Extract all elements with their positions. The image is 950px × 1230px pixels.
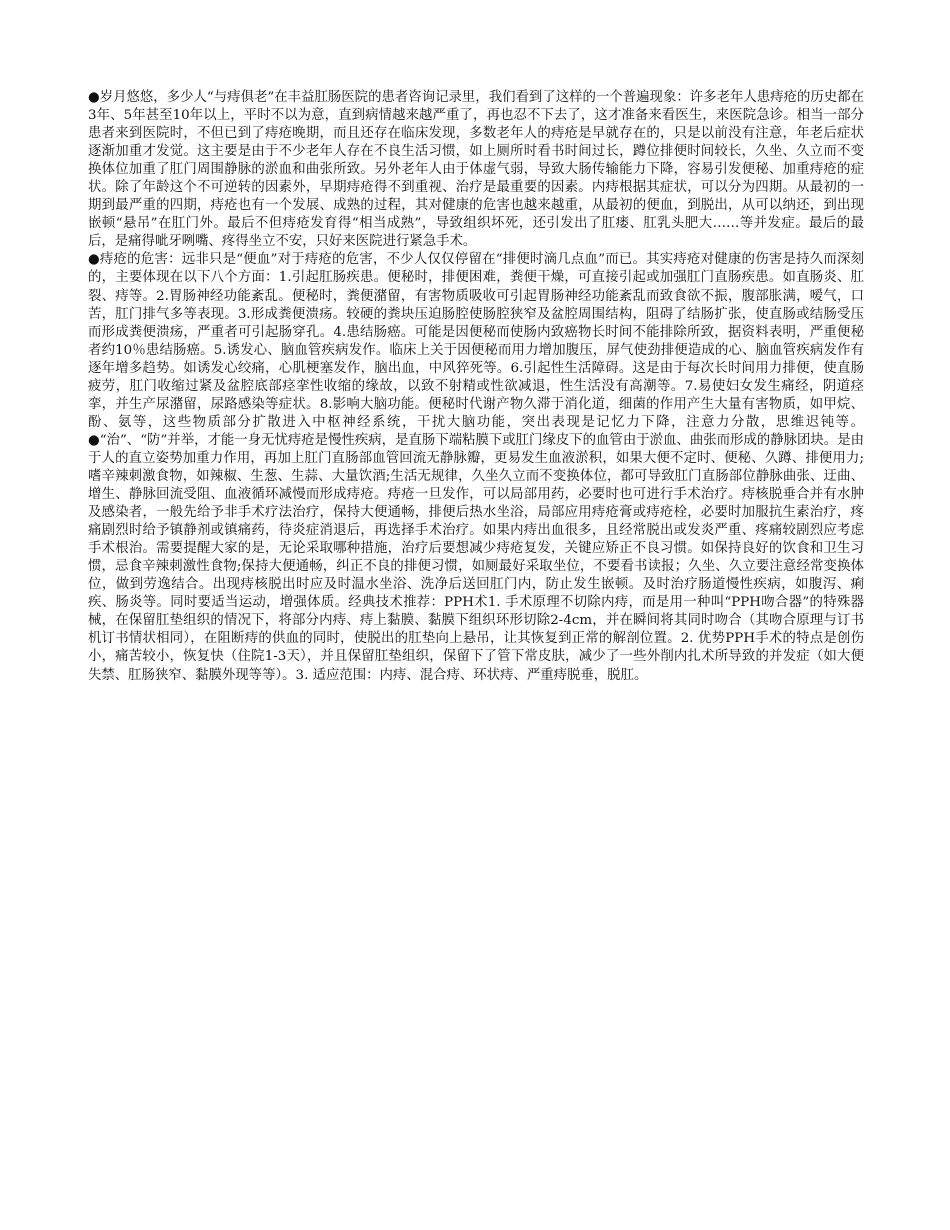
paragraph-hemorrhoid-harms-and-treatment: ●痔疮的危害：远非只是“便血”对于痔疮的危害，不少人仅仅停留在“排便时滴几点血”而已。其实痔疮对健康的伤害是持久而深刻的，主要体现在以下八个方面：1.引起肛肠疾患。便秘时，排便困难，粪便干燥，可直接引起或加强肛门直肠疾患。如直肠炎、肛裂、痔等。2.胃肠神经功能紊乱。便秘时，粪便潴留，有害物质吸收可引起胃肠神经功能紊乱而致食欲不振，腹部胀满，嗳气，口苦，肛门排气多等表现。3.形成粪便溃疡。较硬的粪块压迫肠腔使肠腔狭窄及盆腔周围结构，阻碍了结肠扩张，使直肠或结肠受压而形成粪便溃疡，严重者可引起肠穿孔。4.患结肠癌。可能是因便秘而使肠内致癌物长时间不能排除所致，据资料表明，严重便秘者约10％患结肠癌。5.诱发心、脑血管疾病发作。临床上关于因便秘而用力增加腹压，屏气使劲排便造成的心、脑血管疾病发作有逐年增多趋势。如诱发心绞痛，心肌梗塞发作，脑出血，中风猝死等。6.引起性生活障碍。这是由于每次长时间用力排便，使直肠疲劳，肛门收缩过紧及盆腔底部痉挛性收缩的缘故，以致不射精或性欲减退，性生活没有高潮等。7.易使妇女发生痛经，阴道痉挛，并生产尿潴留，尿路感染等症状。8.影响大脑功能。便秘时代谢产物久滞于消化道，细菌的作用产生大量有害物质，如甲烷、酚、氨等，这些物质部分扩散进入中枢神经系统，干扰大脑功能，突出表现是记忆力下降，注意力分散，思维迟钝等。●“治”、“防”并举，才能一身无忧痔疮是慢性疾病，是直肠下端粘膜下或肛门缘皮下的血管由于淤血、曲张而形成的静脉团块。是由于人的直立姿势加重力作用，再加上肛门直肠部血管回流无静脉瓣，更易发生血液淤积，如果大便不定时、便秘、久蹲、排便用力;嗜辛辣刺激食物，如辣椒、生葱、生蒜、大量饮酒;生活无规律，久坐久立而不变换体位，都可导致肛门直肠部位静脉曲张、迂曲、增生、静脉回流受阻、血液循环减慢而形成痔疮。痔疮一旦发作，可以局部用药，必要时也可进行手术治疗。痔核脱垂合并有水肿及感染者，一般先给予非手术疗法治疗，保持大便通畅，排便后热水坐浴，局部应用痔疮膏或痔疮栓，必要时加服抗生素治疗，疼痛剧烈时给予镇静剂或镇痛药，待炎症消退后，再选择手术治疗。如果内痔出血很多，且经常脱出或发炎严重、疼痛较剧烈应考虑手术根治。需要提醒大家的是，无论采取哪种措施，治疗后要想减少痔疮复发，关键应矫正不良习惯。如保持良好的饮食和卫生习惯，忌食辛辣刺激性食物;保持大便通畅，纠正不良的排便习惯，如厕最好采取坐位，不要看书读报；久坐、久立要注意经常变换体位，做到劳逸结合。出现痔核脱出时应及时温水坐浴、洗净后送回肛门内，防止发生嵌顿。及时治疗肠道慢性疾病，如腹泻、痢疾、肠炎等。同时要适当运动，增强体质。经典技术推荐：PPH术1. 手术原理不切除内痔，而是用一种叫“PPH吻合器”的特殊器械，在保留肛垫组织的情况下，将部分内痔、痔上黏膜、黏膜下组织环形切除2-4cm，并在瞬间将其同时吻合（其吻合原理与订书机订书情状相同），在阻断痔的供血的同时，使脱出的肛垫向上悬吊，让其恢复到正常的解剖位置。2. 优势PPH手术的特点是创伤小，痛苦较小，恢复快（住院1-3天），并且保留肛垫组织，保留下了管下常皮肤，减少了一些外削内扎术所导致的并发症（如大便失禁、肛肠狭窄、黏膜外现等等）。3. 适应范围：内痔、混合痔、环状痔、严重痔脱垂，脱肛。 bbox=[88, 252, 864, 683]
paragraph-aging-hemorrhoids: ●岁月悠悠，多少人“与痔俱老”在丰益肛肠医院的患者咨询记录里，我们看到了这样的一个普遍现象：许多老年人患痔疮的历史都在3年、5年甚至10年以上，平时不以为意，直到病情越来越严重了，再也忍不下去了，这才准备来看医生，来医院急诊。相当一部分患者来到医院时，不但已到了痔疮晚期，而且还存在临床发现，多数老年人的痔疮是早就存在的，只是以前没有注意，年老后症状逐渐加重才发觉。这主要是由于不少老年人存在不良生活习惯，如上厕所时看书时间过长，蹲位排便时间较长，久坐、久立而不变换体位加重了肛门周围静脉的淤血和曲张所致。另外老年人由于体虚气弱，导致大肠传输能力下降，容易引发便秘、加重痔疮的症状。除了年龄这个不可逆转的因素外，早期痔疮得不到重视、治疗是最重要的因素。内痔根据其症状，可以分为四期。从最初的一期到最严重的四期，痔疮也有一个发展、成熟的过程，其对健康的危害也越来越重，从最初的便血，到脱出，从可以纳还，到出现嵌顿“悬吊”在肛门外。最后不但痔疮发育得“相当成熟”，导致组织坏死，还引发出了肛瘘、肛乳头肥大……等并发症。最后的最后，是痛得呲牙咧嘴、疼得坐立不安，只好来医院进行紧急手术。 bbox=[88, 90, 864, 250]
document-body bbox=[88, 89, 864, 685]
